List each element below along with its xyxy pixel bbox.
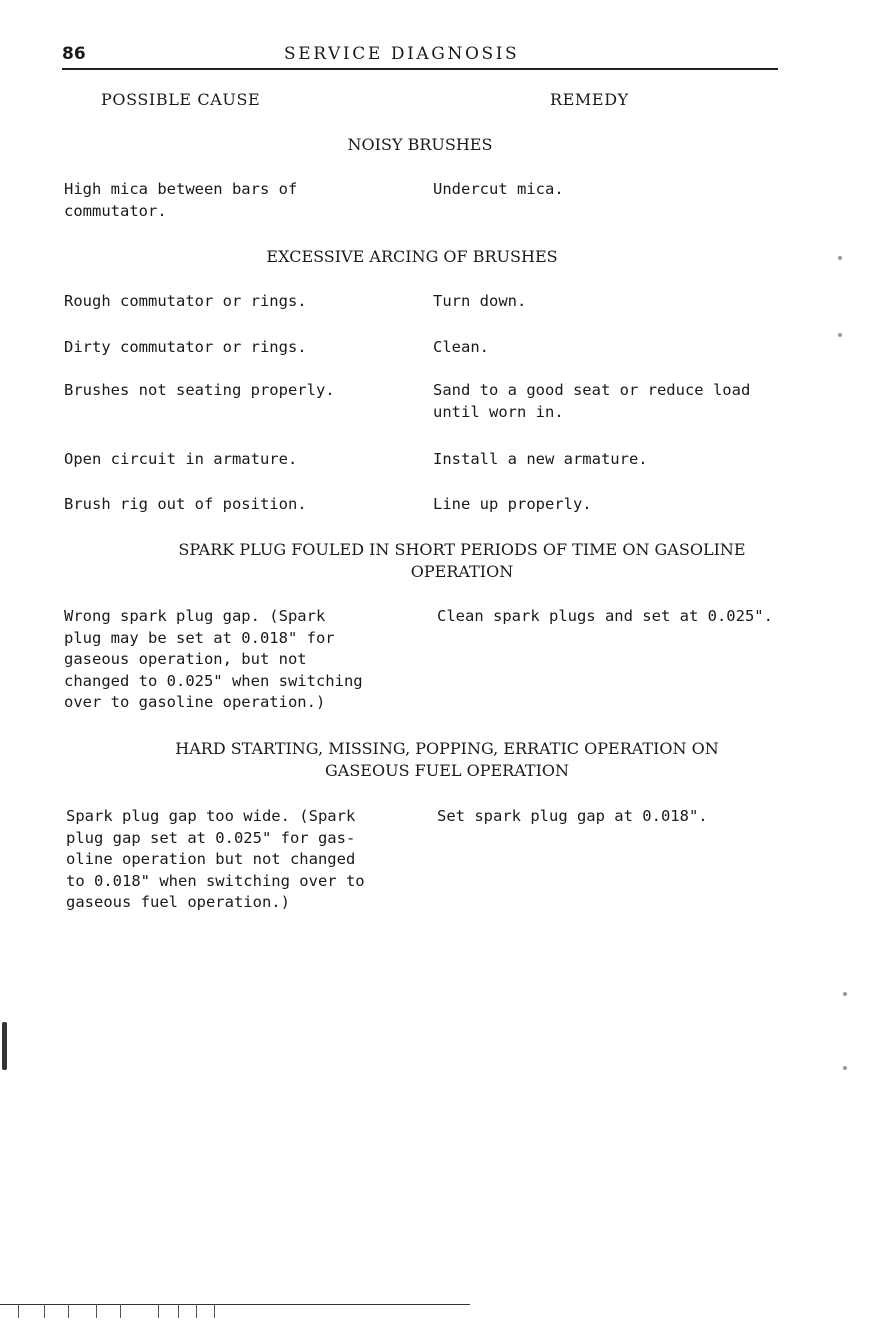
- remedy-text: Clean spark plugs and set at 0.025".: [437, 607, 773, 625]
- footer-tick: [120, 1304, 121, 1318]
- section-title-excessive-arcing: EXCESSIVE ARCING OF BRUSHES: [266, 247, 558, 266]
- cause-text: High mica between bars of commutator.: [64, 180, 298, 220]
- cause-text: Spark plug gap too wide. (Spark plug gap set at 0.025" for gas- oline operation but not changed to 0.018" when switching over to gaseous fuel operation.): [66, 807, 365, 911]
- remedy-text: Install a new armature.: [433, 450, 648, 468]
- section-title-spark-plug-fouled: [62, 539, 862, 583]
- page-header: [62, 44, 778, 70]
- remedy-text: Turn down.: [433, 292, 527, 310]
- footer-ticks: [0, 1304, 470, 1324]
- cause-text: Wrong spark plug gap. (Spark plug may be set at 0.018" for gaseous operation, but not changed to 0.025" when switching over to gasoline operation.): [64, 607, 363, 711]
- remedy-text: Set spark plug gap at 0.018".: [437, 807, 708, 825]
- footer-tick: [158, 1304, 159, 1318]
- footer-tick: [18, 1304, 19, 1318]
- scan-speck: [843, 1066, 847, 1070]
- scan-edge-mark: [2, 1022, 7, 1070]
- section-title-line: HARD STARTING, MISSING, POPPING, ERRATIC OPERATION ON: [175, 739, 719, 758]
- remedy-text: Undercut mica.: [433, 180, 564, 198]
- remedy-text: Line up properly.: [433, 495, 592, 513]
- cause-text: Dirty commutator or rings.: [64, 338, 307, 356]
- footer-tick: [196, 1304, 197, 1318]
- footer-tick: [178, 1304, 179, 1318]
- scan-speck: [838, 333, 842, 337]
- footer-tick: [214, 1304, 215, 1318]
- cause-text: Brushes not seating properly.: [64, 381, 335, 399]
- footer-tick: [44, 1304, 45, 1318]
- column-heading-possible-cause: POSSIBLE CAUSE: [101, 90, 261, 109]
- cause-text: Rough commutator or rings.: [64, 292, 307, 310]
- scan-speck: [838, 256, 842, 260]
- section-title-line: GASEOUS FUEL OPERATION: [325, 761, 569, 780]
- cause-text: Brush rig out of position.: [64, 495, 307, 513]
- running-title: SERVICE DIAGNOSIS: [284, 44, 520, 64]
- footer-tick: [96, 1304, 97, 1318]
- scan-speck: [843, 992, 847, 996]
- section-title-noisy-brushes: NOISY BRUSHES: [347, 135, 493, 154]
- remedy-text: Sand to a good seat or reduce load until worn in.: [433, 381, 751, 421]
- remedy-text: Clean.: [433, 338, 489, 356]
- section-title-line: OPERATION: [410, 562, 514, 581]
- column-heading-remedy: REMEDY: [550, 90, 629, 109]
- cause-text: Open circuit in armature.: [64, 450, 298, 468]
- section-title-hard-starting: [62, 738, 832, 782]
- footer-tick: [68, 1304, 69, 1318]
- page-number: 86: [62, 44, 86, 64]
- section-title-line: SPARK PLUG FOULED IN SHORT PERIODS OF TIME ON GASOLINE: [178, 540, 746, 559]
